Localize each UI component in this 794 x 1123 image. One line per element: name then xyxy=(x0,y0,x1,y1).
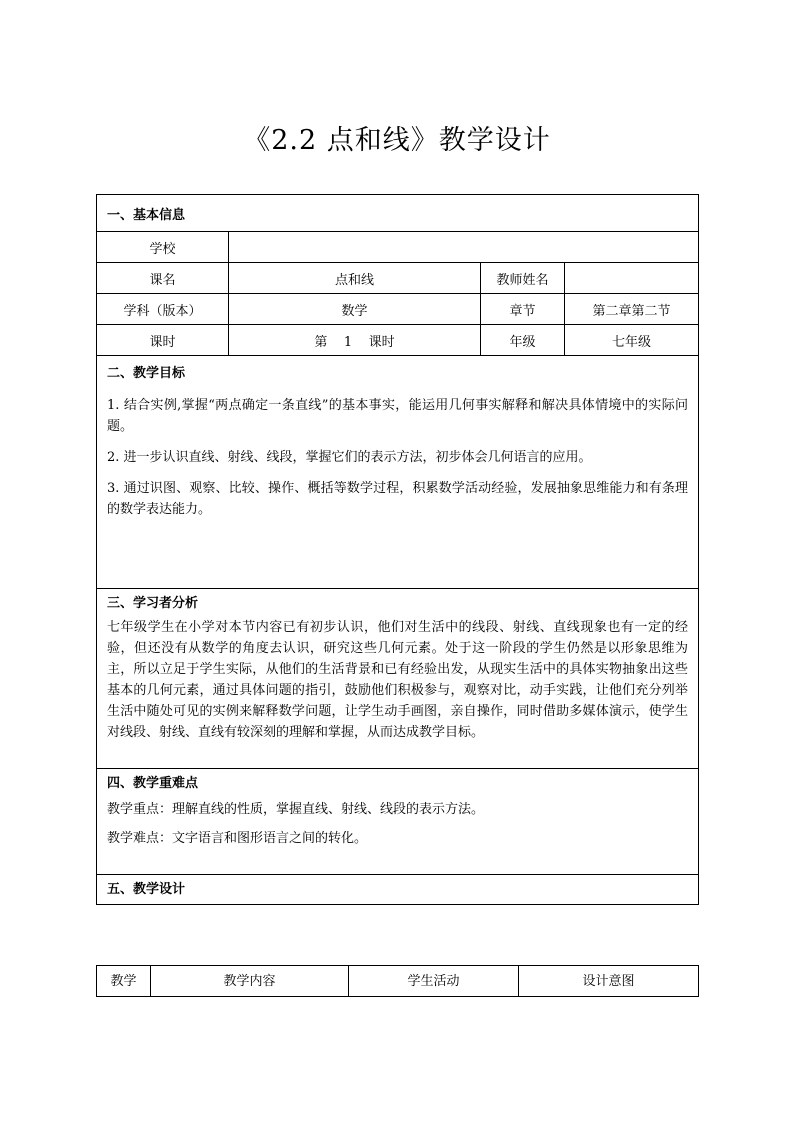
school-label: 学校 xyxy=(97,232,229,263)
design-col-header: 教学 xyxy=(97,966,151,997)
grade-value: 七年级 xyxy=(565,325,699,356)
main-table xyxy=(96,194,699,905)
key-points-cell xyxy=(97,769,699,875)
teaching-difficulty: 教学难点：文字语言和图形语言之间的转化。 xyxy=(107,831,368,846)
teacher-label: 教师姓名 xyxy=(481,263,565,294)
objective-item-1: 1. 结合实例,掌握“两点确定一条直线”的基本事实，能运用几何事实解释和解决具体情境中的实际问题。 xyxy=(107,398,689,434)
course-label: 课名 xyxy=(97,263,229,294)
period-label: 课时 xyxy=(97,325,229,356)
period-value: 第 1 课时 xyxy=(229,325,481,356)
page-title: 《2.2 点和线》教学设计 xyxy=(243,125,551,156)
grade-label: 年级 xyxy=(481,325,565,356)
teacher-value xyxy=(565,263,699,294)
teaching-focus: 教学重点：理解直线的性质，掌握直线、射线、线段的表示方法。 xyxy=(107,802,485,817)
objectives-cell xyxy=(97,356,699,589)
subject-label: 学科（版本） xyxy=(97,294,229,325)
design-col-header: 设计意图 xyxy=(519,966,699,997)
chapter-label: 章节 xyxy=(481,294,565,325)
section-design: 五、教学设计 xyxy=(97,875,699,905)
course-value: 点和线 xyxy=(229,263,481,294)
chapter-value: 第二章第二节 xyxy=(565,294,699,325)
learner-analysis-cell xyxy=(97,589,699,769)
objective-item-2: 2. 进一步认识直线、射线、线段，掌握它们的表示方法，初步体会几何语言的应用。 xyxy=(107,450,592,465)
design-col-header: 教学内容 xyxy=(151,966,349,997)
section-basic-info: 一、基本信息 xyxy=(97,195,699,232)
subject-value: 数学 xyxy=(229,294,481,325)
learner-analysis-text: 七年级学生在小学对本节内容已有初步认识，他们对生活中的线段、射线、直线现象也有一定的经验，但还没有从数学的角度去认识，研究这些几何元素。处于这一阶段的学生仍然是以形象思维为主，所以立足于学生实际，从他们的生活背景和已有经验出发，从现实生活中的具体实物抽象出这些基本的几何元素，通过具体问题的指引，鼓励他们积极参与，观察对比，动手实践，让他们充分列举生活中随处可见的实例来解释数学问题，让学生动手画图，亲自操作，同时借助多媒体演示，使学生对线段、射线、直线有较深刻的理解和掌握，从而达成教学目标。 xyxy=(107,620,689,740)
school-value xyxy=(229,232,699,263)
section-learner-analysis: 三、学习者分析 xyxy=(107,596,199,611)
design-table xyxy=(96,965,699,997)
section-objectives: 二、教学目标 xyxy=(107,366,186,381)
design-col-header: 学生活动 xyxy=(349,966,519,997)
section-key-points: 四、教学重难点 xyxy=(107,776,199,791)
objective-item-3: 3. 通过识图、观察、比较、操作、概括等数学过程，积累数学活动经验，发展抽象思维能力和有条理的数学表达能力。 xyxy=(107,481,689,517)
